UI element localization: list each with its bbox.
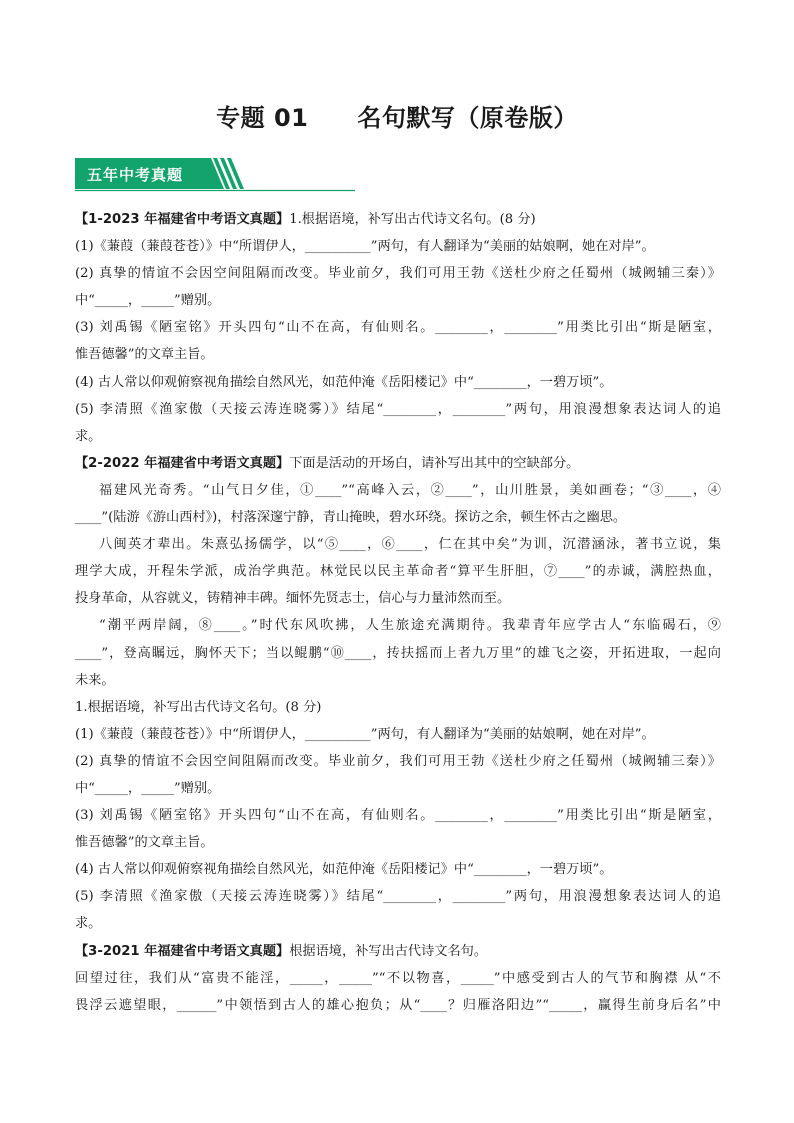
q1-line: (2) 真挚的情谊不会因空间阻隔而改变。毕业前夕，我们可用王勃《送杜少府之任蜀州（城阙辅三秦）》 (75, 266, 721, 282)
q2-passage-line: 福建风光奇秀。“山气日夕佳，①____”“高峰入云，②____”，山川胜景，美如画卷；“③____，④ (99, 482, 721, 498)
section-banner (75, 158, 355, 192)
q1-line: (4) 古人常以仰观俯察视角描绘自然风光，如范仲淹《岳阳楼记》中“________，一碧万顷”。 (75, 374, 613, 390)
q2-repeat-line: (5) 李清照《渔家傲（天接云涛连晓雾）》结尾“________，________”两句，用浪漫想象表达词人的追 (75, 889, 721, 905)
q2-passage-line: ____”(陆游《游山西村》)，村落深邃宁静，青山掩映，碧水环绕。探访之余，顿生怀古之幽思。 (75, 510, 627, 526)
q1-line: 求。 (75, 428, 102, 444)
q1-line: (1)《蒹葭（蒹葭苍苍）》中“所谓伊人，__________”两句，有人翻译为“美丽的姑娘啊，她在对岸”。 (75, 239, 655, 255)
q2-repeat-line: 惟吾德馨”的文章主旨。 (75, 835, 214, 851)
q3-line: 畏浮云遮望眼，______”中领悟到古人的雄心抱负；从“____？归雁洛阳边”“_____，赢得生前身后名”中 (75, 997, 721, 1013)
q2-header (75, 450, 721, 477)
q2-passage-line: 投身革命，从容就义，铸精神丰碑。缅怀先贤志士，信心与力量沛然而至。 (75, 591, 511, 607)
q1-line: (5) 李清照《渔家傲（天接云涛连晓雾）》结尾“________，________”两句，用浪漫想象表达词人的追 (75, 401, 721, 417)
q2-intro: 下面是活动的开场白，请补写出其中的空缺部分。 (289, 455, 580, 471)
q2-passage-line: 未来。 (75, 672, 115, 688)
q2-passage-line: “潮平两岸阔，⑧____。”时代东风吹拂，人生旅途充满期待。我辈青年应学古人“东临碣石，⑨ (99, 618, 721, 634)
q2-repeat-line: (4) 古人常以仰观俯察视角描绘自然风光，如范仲淹《岳阳楼记》中“________，一碧万顷”。 (75, 862, 613, 878)
q1-source: 【1-2023 年福建省中考语文真题】 (75, 212, 290, 227)
q1-line: (3) 刘禹锡《陋室铭》开头四句“山不在高，有仙则名。________，________”用类比引出“斯是陋室， (75, 320, 721, 336)
q1-line: 中“_____，_____”赠别。 (75, 293, 221, 309)
q2-repeat-line: 1.根据语境，补写出古代诗文名句。(8 分) (75, 699, 322, 715)
q1-line: 惟吾德馨”的文章主旨。 (75, 347, 214, 363)
q3-intro: 根据语境，补写出古代诗文名句。 (289, 943, 488, 959)
q2-repeat-line: 中“_____，_____”赠别。 (75, 780, 221, 796)
q2-passage-line: 八闽英才辈出。朱熹弘扬儒学，以“⑤____，⑥____，仁在其中矣”为训，沉潜涵泳，著书立说，集 (99, 537, 721, 553)
q2-repeat-line: (2) 真挚的情谊不会因空间阻隔而改变。毕业前夕，我们可用王勃《送杜少府之任蜀州（城阙辅三秦）》 (75, 753, 721, 769)
q3-header (75, 938, 721, 965)
q2-passage-line: ____”，登高瞩远，胸怀天下；当以鲲鹏“⑩____，抟扶摇而上者九万里”的雄飞之姿，开拓进取，一起向 (75, 645, 721, 661)
q3-line: 回望过往，我们从“富贵不能淫，_____，_____”“不以物喜，_____”中感受到古人的气节和胸襟 从“不 (75, 970, 721, 986)
question-content (75, 206, 721, 1019)
q1-header (75, 206, 721, 233)
q2-repeat-line: 求。 (75, 916, 102, 932)
q2-repeat-line: (1)《蒹葭（蒹葭苍苍）》中“所谓伊人，__________”两句，有人翻译为“美丽的姑娘啊，她在对岸”。 (75, 726, 655, 742)
q2-repeat-line: (3) 刘禹锡《陋室铭》开头四句“山不在高，有仙则名。________，________”用类比引出“斯是陋室， (75, 808, 721, 824)
q2-source: 【2-2022 年福建省中考语文真题】 (75, 455, 290, 471)
page-title: 专题 01 名句默写（原卷版） (216, 104, 578, 132)
q2-passage-line: 理学大成，开程朱学派，成治学典范。林觉民以民主革命者“算平生肝胆，⑦____”的赤诚，满腔热血， (75, 564, 721, 580)
section-banner-label: 五年中考真题 (87, 166, 184, 184)
q3-source: 【3-2021 年福建省中考语文真题】 (75, 943, 290, 959)
q1-instruction: 1.根据语境，补写出古代诗文名句。(8 分) (289, 212, 536, 227)
